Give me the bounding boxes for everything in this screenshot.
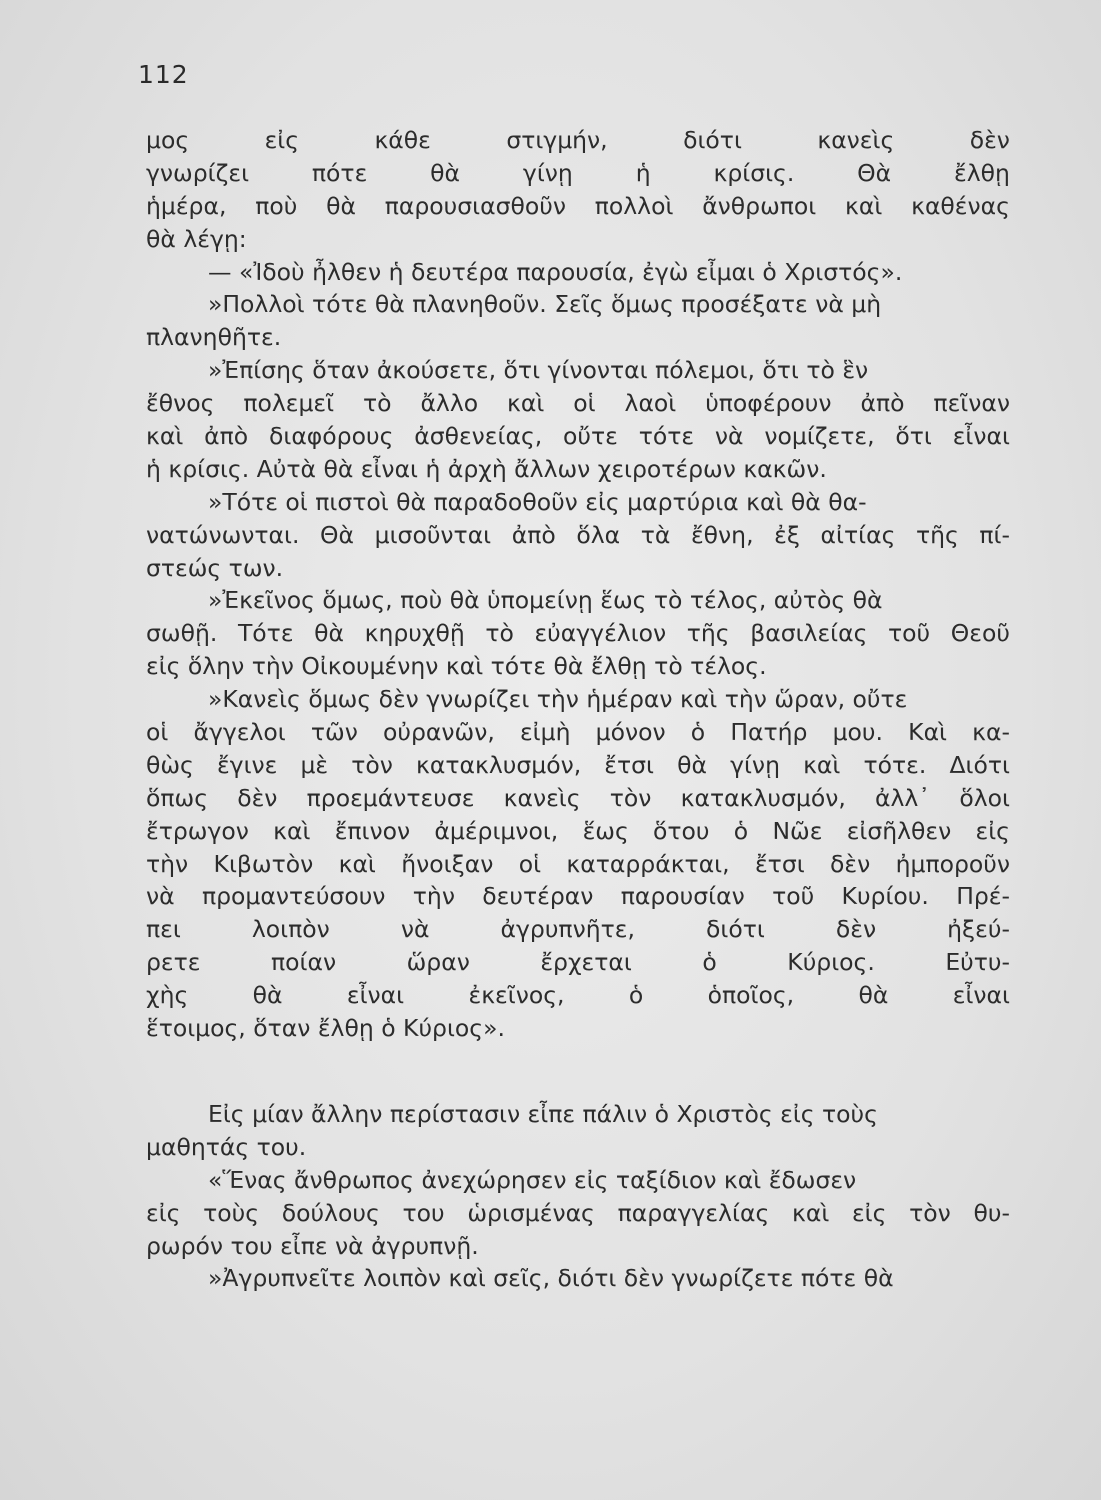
word: εἰσῆλθεν — [846, 816, 952, 845]
text-line — [146, 157, 1010, 190]
word: ὥραν — [406, 948, 470, 977]
text-line — [146, 979, 1010, 1012]
word: πολεμεῖ — [243, 389, 335, 418]
word: τὸν — [609, 783, 652, 812]
word: πολλοὶ — [594, 191, 674, 220]
word: ἄνθρωποι — [702, 191, 817, 220]
word: τὸν — [351, 750, 393, 779]
word: ὁ — [733, 816, 749, 845]
text-line — [146, 519, 1010, 552]
word: κα- — [972, 718, 1010, 747]
word: καὶ — [791, 1198, 830, 1227]
word: μόνον — [595, 718, 666, 747]
word: τῶν — [310, 718, 358, 747]
text-line: θὰ λέγῃ: — [146, 224, 247, 253]
word: παραγγελίας — [617, 1198, 770, 1227]
text-line: ἡ κρίσις. Αὐτὰ θὰ εἶναι ἡ ἀρχὴ ἄλλων χειροτέρων κακῶν. — [146, 454, 827, 483]
word: κρίσις. — [713, 158, 795, 187]
word: εἰς — [851, 1198, 887, 1227]
text-line: στεώς των. — [146, 553, 284, 582]
word: αἰτίας — [820, 520, 896, 549]
word: στιγμήν, — [506, 126, 608, 154]
word: καὶ — [803, 750, 841, 779]
word: πί- — [979, 520, 1010, 549]
word: μου. — [832, 718, 883, 747]
word: θὰ — [326, 191, 356, 220]
word: ἔλθῃ — [954, 158, 1010, 187]
word: οὐρανῶν, — [383, 718, 495, 747]
word: Νῶε — [772, 816, 823, 845]
text-line — [146, 913, 1010, 946]
word: τοῦ — [888, 619, 931, 648]
word: Καὶ — [908, 718, 948, 747]
word: ἡμέρα, — [146, 191, 227, 220]
word: ἤνοιξαν — [401, 849, 494, 878]
text-line — [146, 387, 1010, 420]
word: ὅτου — [653, 816, 710, 845]
word: λαοὶ — [624, 389, 677, 418]
body-text — [146, 124, 1010, 1295]
word: τοὺς — [203, 1198, 260, 1227]
word: κατακλυσμόν, — [680, 783, 846, 812]
text-line: «Ἕνας ἄνθρωπος ἀνεχώρησεν εἰς ταξίδιον καὶ ἔδωσεν — [208, 1165, 857, 1194]
word: Κιβωτὸν — [213, 849, 314, 878]
word: κανεὶς — [503, 783, 581, 812]
word: οἱ — [146, 718, 169, 747]
word: ὁ — [690, 718, 706, 747]
word: εἰς — [975, 816, 1010, 845]
word: ὑποφέρουν — [705, 389, 832, 418]
text-line: Εἰς μίαν ἄλλην περίστασιν εἶπε πάλιν ὁ Χριστὸς εἰς τοὺς — [208, 1099, 878, 1128]
word: ἔθνος — [146, 389, 215, 418]
word: ὅτι — [895, 422, 932, 451]
word: δὲν — [969, 126, 1010, 154]
word: ὁ — [702, 948, 717, 977]
word: τὸν — [909, 1198, 951, 1227]
word: δούλους — [281, 1198, 380, 1227]
word: βασιλείας — [750, 619, 868, 648]
text-line — [146, 124, 1010, 157]
word: ἔθνη, — [690, 520, 754, 549]
word: ἄλλο — [420, 389, 479, 418]
word: εἶναι — [346, 981, 405, 1010]
word: Διότι — [949, 750, 1010, 779]
paragraphs-part-1 — [146, 124, 1010, 1045]
word: οἱ — [573, 389, 596, 418]
word: Πατήρ — [730, 718, 808, 747]
word: διαφόρους — [268, 422, 394, 451]
word: μισοῦνται — [374, 520, 492, 549]
word: μος — [146, 126, 190, 154]
word: πότε — [311, 158, 368, 187]
text-line: »Πολλοὶ τότε θὰ πλανηθοῦν. Σεῖς ὅμως προσέξατε νὰ μὴ — [208, 290, 882, 319]
word: ὅλοι — [959, 783, 1010, 812]
word: εἶναι — [952, 422, 1010, 451]
text-line — [146, 617, 1010, 650]
word: δὲν — [835, 915, 877, 944]
word: Κύριος. — [787, 948, 875, 977]
text-line: »Ἐκεῖνος ὅμως, ποὺ θὰ ὑπομείνῃ ἕως τὸ τέλος, αὐτὸς θὰ — [208, 586, 883, 615]
word: εἰς — [146, 1198, 181, 1227]
text-line: — «Ἰδοὺ ἦλθεν ἡ δευτέρα παρουσία, ἐγὼ εἶμαι ὁ Χριστός». — [208, 257, 903, 286]
word: ἀλλ᾽ — [875, 783, 931, 812]
word: ἀγρυπνῆτε, — [500, 915, 635, 944]
word: προμαντεύσουν — [201, 882, 386, 911]
word: καὶ — [273, 816, 311, 845]
word: διότι — [705, 915, 765, 944]
text-line: ἕτοιμος, ὅταν ἔλθῃ ὁ Κύριος». — [146, 1014, 505, 1043]
word: παρουσιασθοῦν — [384, 191, 566, 220]
word: πει — [146, 915, 181, 944]
word: θυ- — [973, 1198, 1010, 1227]
text-line: εἰς ὅλην τὴν Οἰκουμένην καὶ τότε θὰ ἔλθῃ τὸ τέλος. — [146, 652, 767, 681]
word: παρουσίαν — [620, 882, 745, 911]
word: ἀπὸ — [204, 422, 249, 451]
word: τὸ — [362, 389, 392, 418]
word: καθένας — [911, 191, 1010, 220]
text-line — [146, 946, 1010, 979]
word: οἱ — [518, 849, 542, 878]
text-line: »Κανεὶς ὅμως δὲν γνωρίζει τὴν ἡμέραν καὶ τὴν ὥραν, οὔτε — [208, 685, 908, 714]
word: καὶ — [338, 849, 376, 878]
word: ὁποῖος, — [707, 981, 795, 1010]
word: λοιπὸν — [251, 915, 330, 944]
word: ποὺ — [255, 191, 298, 220]
word: καὶ — [845, 191, 883, 220]
word: θὰ — [252, 981, 283, 1010]
word: ἔρχεται — [540, 948, 632, 977]
word: τότε. — [863, 750, 927, 779]
text-line: »Τότε οἱ πιστοὶ θὰ παραδοθοῦν εἰς μαρτύρια καὶ θὰ θα- — [208, 487, 867, 516]
word: Εὐτυ- — [945, 948, 1010, 977]
word: οὔτε — [563, 422, 618, 451]
word: θὰ — [677, 750, 707, 779]
word: τὸ — [485, 619, 514, 648]
word: κανεὶς — [817, 126, 895, 154]
text-line — [146, 190, 1010, 223]
word: κατακλυσμόν, — [416, 750, 582, 779]
word: κάθε — [374, 126, 431, 154]
text-line — [146, 815, 1010, 848]
word: τῆς — [686, 619, 730, 648]
word: ὡρισμένας — [467, 1198, 595, 1227]
text-line — [146, 420, 1010, 453]
word: τότε — [638, 422, 695, 451]
word: ἔτρωγον — [146, 816, 249, 845]
word: ἡ — [635, 158, 651, 187]
word: Θὰ — [320, 520, 355, 549]
word: εἰμὴ — [519, 718, 571, 747]
word: ἔτσι — [604, 750, 654, 779]
section-break — [146, 1045, 1010, 1098]
text-line — [146, 848, 1010, 881]
page-number: 112 — [138, 60, 189, 89]
word: εἶναι — [952, 981, 1010, 1010]
word: γνωρίζει — [146, 158, 250, 187]
word: δὲν — [237, 783, 278, 812]
word: Πρέ- — [956, 882, 1010, 911]
word: γίνῃ — [730, 750, 780, 779]
word: μὲ — [300, 750, 329, 779]
text-line — [146, 782, 1010, 815]
word: θὰ — [430, 158, 461, 187]
word: νὰ — [400, 915, 430, 944]
word: ἔγινε — [216, 750, 278, 779]
word: πεῖναν — [933, 389, 1010, 418]
word: ἀμέριμνοι, — [434, 816, 559, 845]
word: διότι — [683, 126, 742, 154]
word: ποίαν — [271, 948, 337, 977]
word: νομίζετε, — [764, 422, 875, 451]
word: τὴν — [412, 882, 455, 911]
text-line — [146, 880, 1010, 913]
word: θὰ — [314, 619, 345, 648]
word: ἀπὸ — [860, 389, 905, 418]
word: ἠμποροῦν — [895, 849, 1010, 878]
word: χὴς — [146, 981, 189, 1010]
word: ἕως — [582, 816, 629, 845]
word: καταρράκται, — [566, 849, 730, 878]
word: του — [402, 1198, 445, 1227]
text-line — [146, 749, 1010, 782]
word: γίνῃ — [522, 158, 573, 187]
word: ἔπινον — [334, 816, 411, 845]
paragraphs-part-2 — [146, 1098, 1010, 1295]
word: νὰ — [714, 422, 744, 451]
word: ἐξ — [774, 520, 800, 549]
word: Τότε — [237, 619, 294, 648]
word: θὼς — [146, 750, 194, 779]
word: νὰ — [146, 882, 175, 911]
word: θὰ — [858, 981, 889, 1010]
word: ἄγγελοι — [193, 718, 286, 747]
word: τοῦ — [772, 882, 815, 911]
word: τὰ — [640, 520, 671, 549]
text-line: »Ἐπίσης ὅταν ἀκούσετε, ὅτι γίνονται πόλεμοι, ὅτι τὸ ἓν — [208, 356, 869, 385]
word: εὐαγγέλιον — [534, 619, 667, 648]
word: καὶ — [507, 389, 545, 418]
text-line: ρωρόν του εἶπε νὰ ἀγρυπνῇ. — [146, 1231, 479, 1260]
word: προεμάντευσε — [306, 783, 475, 812]
word: ἐκεῖνος, — [468, 981, 565, 1010]
word: νατώνωνται. — [146, 520, 300, 549]
word: ἀπὸ — [511, 520, 556, 549]
word: ὁ — [628, 981, 644, 1010]
word: τὴν — [146, 849, 189, 878]
word: ὅλα — [576, 520, 621, 549]
word: ἔτσι — [754, 849, 805, 878]
text-line — [146, 716, 1010, 749]
text-line: πλανηθῆτε. — [146, 323, 282, 352]
word: Κυρίου. — [841, 882, 929, 911]
word: Θὰ — [857, 158, 892, 187]
word: δευτέραν — [482, 882, 594, 911]
word: ρετε — [146, 948, 201, 977]
text-line — [146, 1197, 1010, 1230]
word: δὲν — [830, 849, 871, 878]
word: καὶ — [146, 422, 184, 451]
word: ἀσθενείας, — [414, 422, 543, 451]
text-line: μαθητάς του. — [146, 1132, 307, 1161]
word: ἠξεύ- — [947, 915, 1010, 944]
word: εἰς — [264, 126, 300, 154]
word: κηρυχθῇ — [364, 619, 465, 648]
word: Θεοῦ — [950, 619, 1010, 648]
word: ὅπως — [146, 783, 208, 812]
word: σωθῇ. — [146, 619, 218, 648]
word: τῆς — [915, 520, 959, 549]
text-line: »Ἀγρυπνεῖτε λοιπὸν καὶ σεῖς, διότι δὲν γνωρίζετε πότε θὰ — [208, 1264, 894, 1293]
